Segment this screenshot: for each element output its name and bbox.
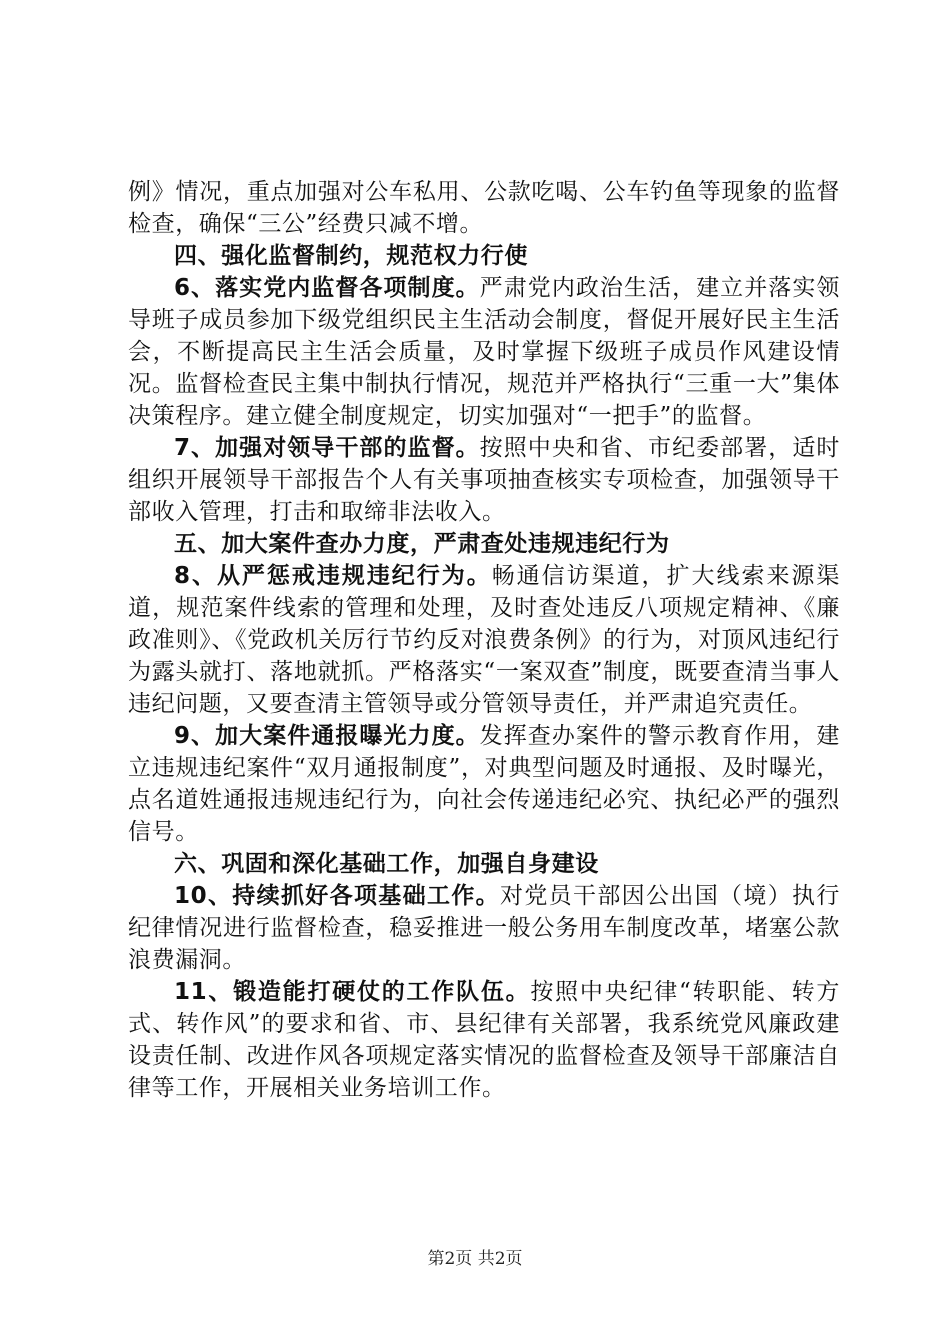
item-7-text: 按照中央和省、市纪委部署，适时组织开展领导干部报告个人有关事项抽查核实专项检查，加强领导干部收入管理，打击和取缔非法收入。: [128, 435, 840, 525]
item-6-text: 严肃党内政治生活，建立并落实领导班子成员参加下级党组织民主生活动会制度，督促开展好民主生活会，不断提高民主生活会质量，及时掌握下级班子成员作风建设情况。监督检查民主集中制执行情况，规范并严格执行“三重一大”集体决策程序。建立健全制度规定，切实加强对“一把手”的监督。: [128, 275, 840, 429]
item-7-lead: 7、加强对领导干部的监督。: [174, 435, 480, 461]
item-9-lead: 9、加大案件通报曝光力度。: [174, 723, 480, 749]
item-8-lead: 8、从严惩戒违规违纪行为。: [174, 563, 492, 589]
item-8: [128, 560, 840, 720]
section-heading-4: 四、强化监督制约，规范权力行使: [174, 243, 528, 269]
item-7: [128, 432, 840, 528]
item-10-text: 对党员干部因公出国（境）执行纪律情况进行监督检查，稳妥推进一般公务用车制度改革，堵塞公款浪费漏洞。: [128, 883, 840, 973]
item-11-text: 按照中央纪律“转职能、转方式、转作风”的要求和省、市、县纪律有关部署，我系统党风廉政建设责任制、改进作风各项规定落实情况的监督检查及领导干部廉洁自律等工作，开展相关业务培训工作。: [128, 979, 840, 1101]
item-10: [128, 880, 840, 976]
item-11-lead: 11、锻造能打硬仗的工作队伍。: [174, 979, 531, 1005]
section-heading-6: 六、巩固和深化基础工作，加强自身建设: [174, 851, 599, 877]
item-8-text: 畅通信访渠道，扩大线索来源渠道，规范案件线索的管理和处理，及时查处违反八项规定精神、《廉政准则》、《党政机关厉行节约反对浪费条例》的行为，对顶风违纪行为露头就打、落地就抓。严格落实“一案双查”制度，既要查清当事人违纪问题，又要查清主管领导或分管领导责任，并严肃追究责任。: [128, 563, 840, 717]
item-6-lead: 6、落实党内监督各项制度。: [174, 275, 480, 301]
item-11: [128, 976, 840, 1104]
document-body: [128, 176, 840, 1104]
paragraph-continuation: 例》情况，重点加强对公车私用、公款吃喝、公车钓鱼等现象的监督检查，确保“三公”经费只减不增。: [128, 179, 840, 237]
item-6: [128, 272, 840, 432]
item-10-lead: 10、持续抓好各项基础工作。: [174, 883, 500, 909]
page-number: 第2页 共2页: [427, 1249, 523, 1269]
item-9-text: 发挥查办案件的警示教育作用，建立违规违纪案件“双月通报制度”，对典型问题及时通报、及时曝光，点名道姓通报违规违纪行为，向社会传递违纪必究、执纪必严的强烈信号。: [128, 723, 840, 845]
section-heading-5: 五、加大案件查办力度，严肃查处违规违纪行为: [174, 531, 670, 557]
item-9: [128, 720, 840, 848]
